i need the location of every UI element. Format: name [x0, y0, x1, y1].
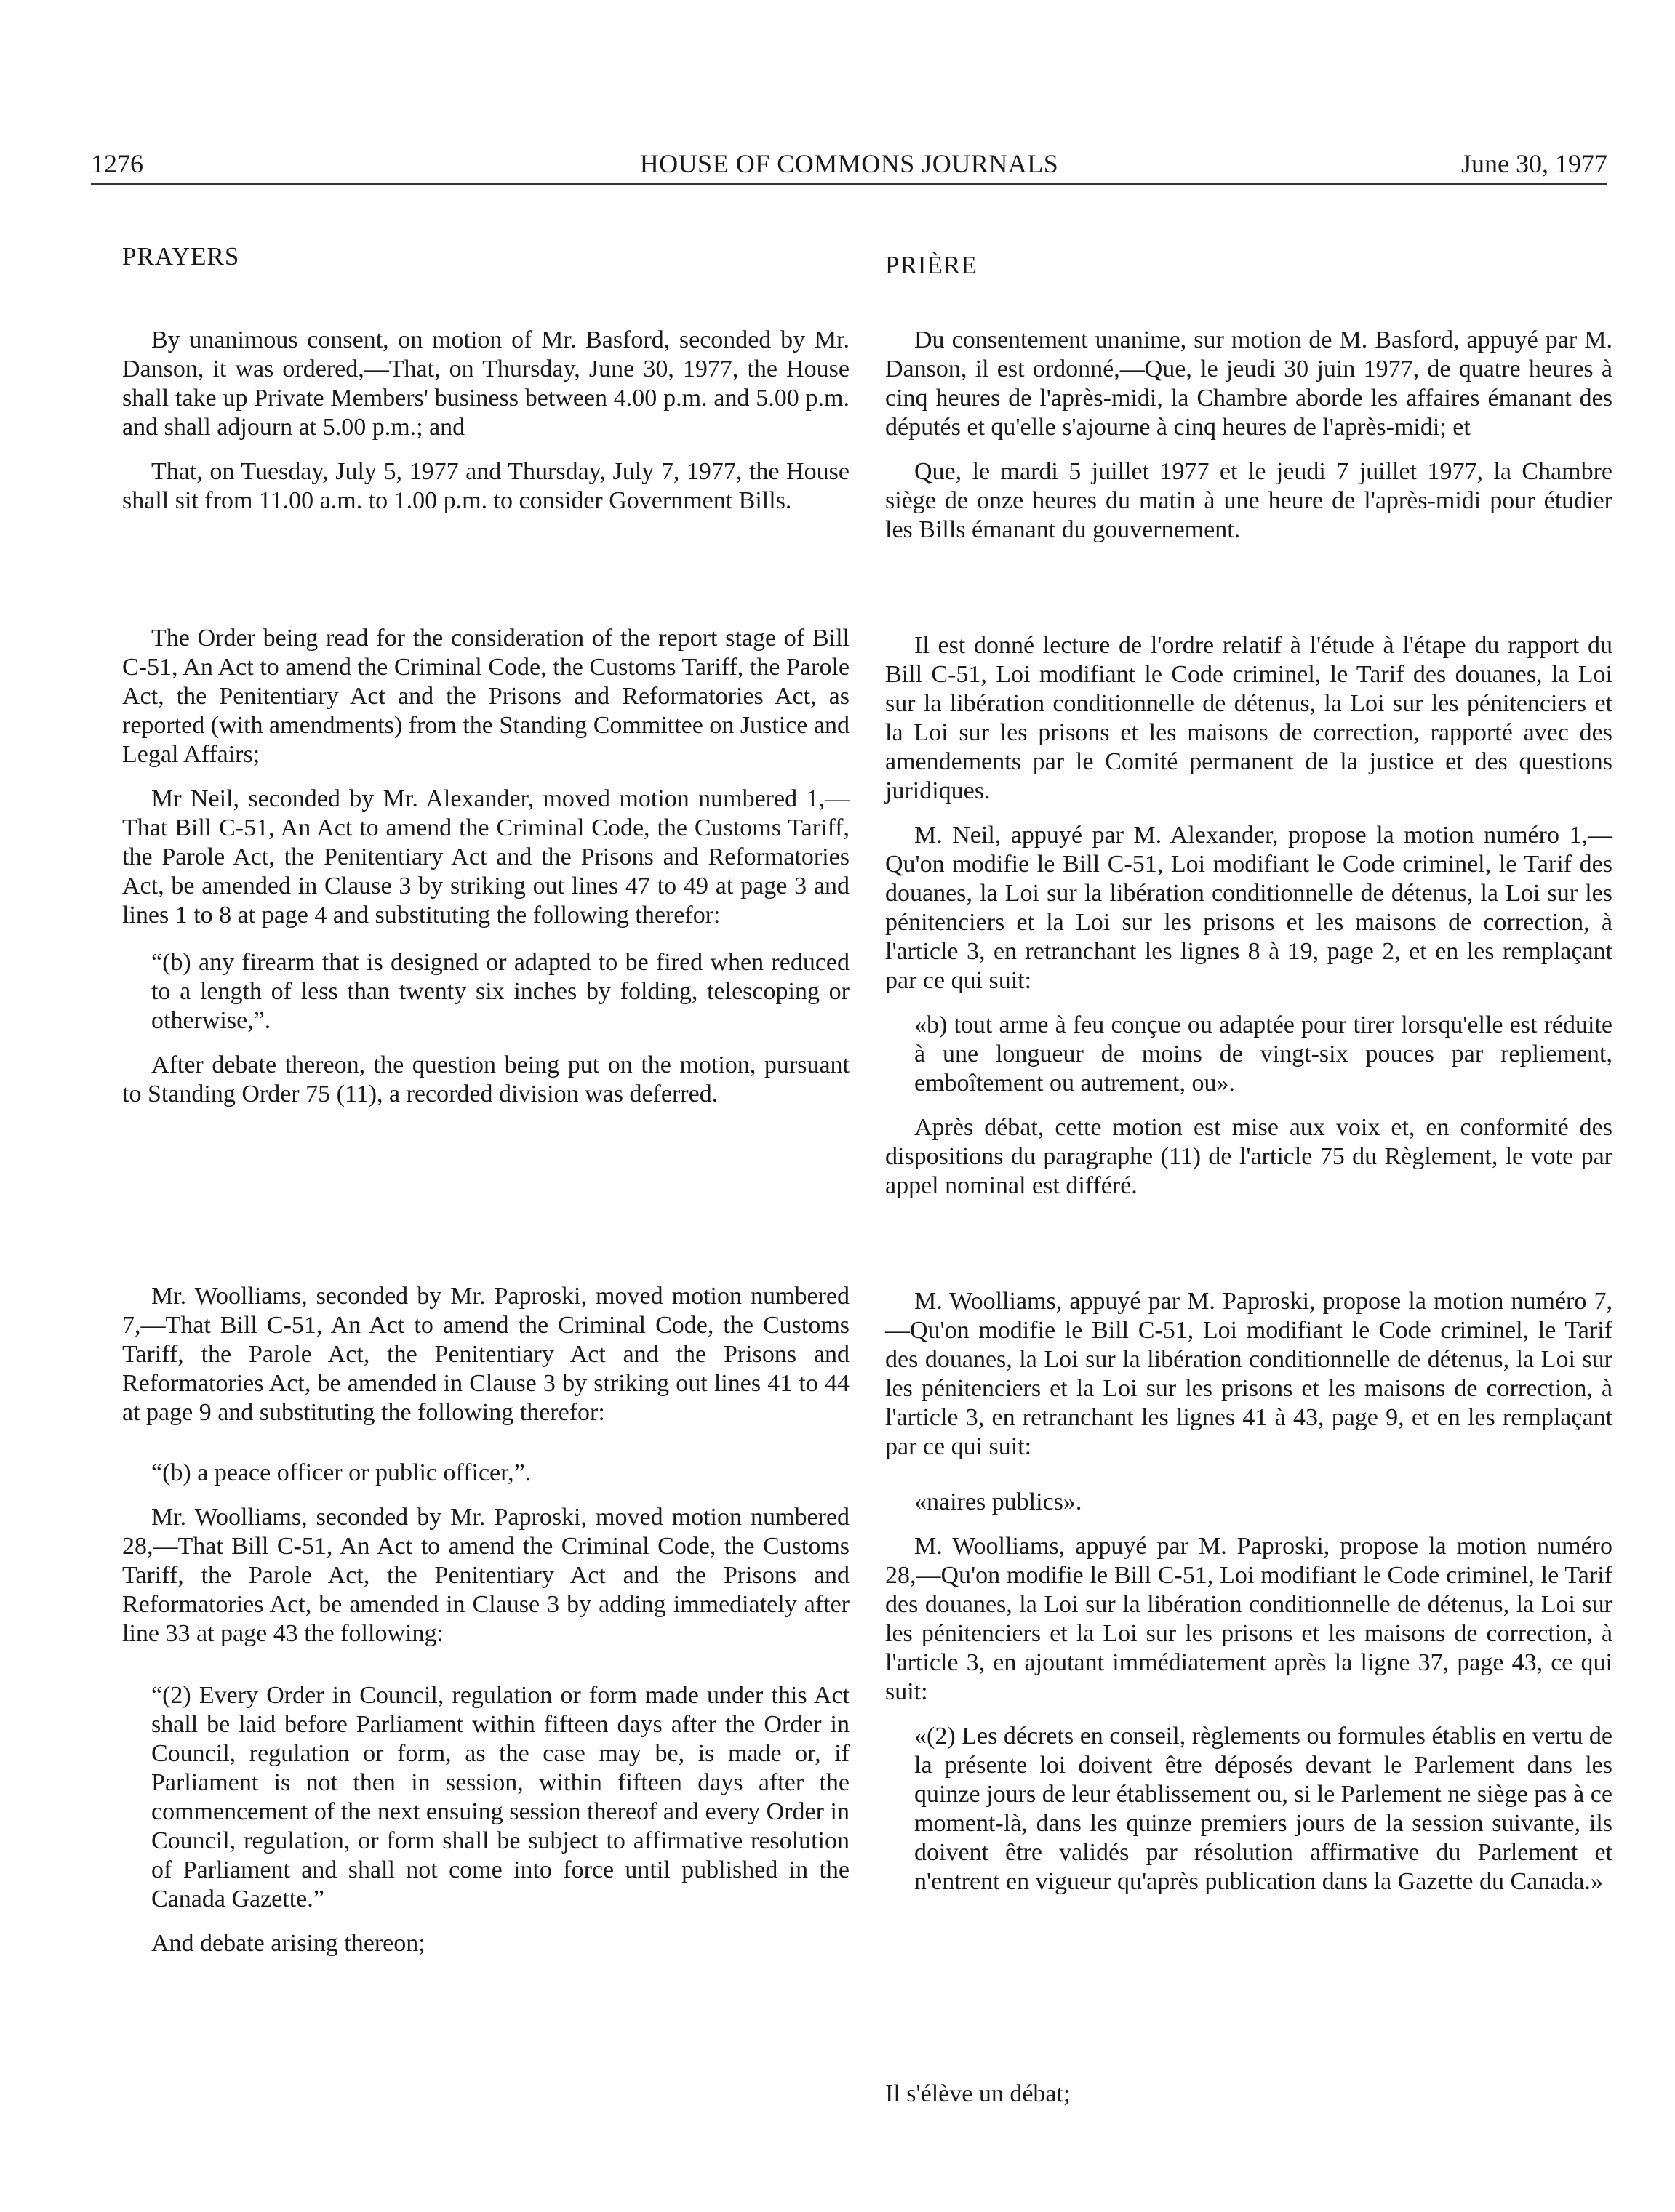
paragraph: By unanimous consent, on motion of Mr. Basford, seconded by Mr. Danson, it was ordered,—That, on Thursday, June 30, 1977, the House shall take up Private Members' business between 4.00 p.m. and 5.00 p.m. and shall adjourn at 5.00 p.m.; and: [122, 326, 850, 441]
section-heading: PRIÈRE: [885, 251, 978, 279]
paragraph: Mr. Woolliams, seconded by Mr. Paproski, moved motion numbered 28,—That Bill C-51, An Act to amend the Criminal Code, the Customs Tariff, the Parole Act, the Penitentiary Act and the Prisons and Reformatories Act, be amended in Clause 3 by adding immediately after line 33 at page 43 the following:: [122, 1504, 850, 1647]
paragraph: M. Neil, appuyé par M. Alexander, propose la motion numéro 1,—Qu'on modifie le Bill C-51, Loi modifiant le Code criminel, le Tarif des douanes, la Loi sur la libération conditionnelle de détenus, la Loi sur les pénitenciers et la Loi sur les prisons et les maisons de correction, à l'article 3, en retranchant les lignes 8 à 19, page 2, et en les remplaçant par ce qui suit:: [885, 822, 1612, 994]
prayers-motion-section: [885, 326, 1612, 545]
heading-block: [885, 249, 1612, 282]
paragraph: And debate arising thereon;: [151, 1930, 425, 1957]
journal-title: HOUSE OF COMMONS JOURNALS: [639, 149, 1059, 178]
quoted-amendment: «naires publics».: [914, 1488, 1082, 1515]
paragraph: Du consentement unanime, sur motion de M. Basford, appuyé par M. Danson, il est ordonné,—Que, le jeudi 30 juin 1977, de quatre heures à cinq heures de l'après-midi, la Chambre aborde les affaires émanant des députés et qu'elle s'ajourne à cinq heures de l'après-midi; et: [885, 326, 1612, 441]
paragraph: That, on Tuesday, July 5, 1977 and Thursday, July 7, 1977, the House shall sit from 11.00 a.m. to 1.00 p.m. to consider Government Bills.: [122, 458, 850, 514]
motion-7-28-section: [122, 1282, 850, 1958]
paragraph: After debate thereon, the question being put on the motion, pursuant to Standing Order 75 (11), a recorded division was deferred.: [122, 1051, 850, 1107]
paragraph: Il est donné lecture de l'ordre relatif à l'étude à l'étape du rapport du Bill C-51, Loi modifiant le Code criminel, le Tarif des douanes, la Loi sur la libération conditionnelle de détenus, la Loi sur les pénitenciers et la Loi sur les prisons et les maisons de correction, rapporté avec des amendements par le Comité permanent de la justice et des questions juridiques.: [885, 632, 1612, 804]
paragraph: M. Woolliams, appuyé par M. Paproski, propose la motion numéro 7,—Qu'on modifie le Bill C-51, Loi modifiant le Code criminel, le Tarif des douanes, la Loi sur la libération conditionnelle de détenus, la Loi sur les pénitenciers et la Loi sur les prisons et les maisons de correction, à l'article 3, en retranchant les lignes 41 à 43, page 9, et en les remplaçant par ce qui suit:: [885, 1288, 1612, 1460]
paragraph: M. Woolliams, appuyé par M. Paproski, propose la motion numéro 28,—Qu'on modifie le Bill C-51, Loi modifiant le Code criminel, le Tarif des douanes, la Loi sur la libération conditionnelle de détenus, la Loi sur les pénitenciers et la Loi sur les prisons et les maisons de correction, à l'article 3, en ajoutant immédiatement après la ligne 37, page 43, ce qui suit:: [885, 1533, 1612, 1705]
motion-1-section: [122, 624, 850, 1109]
paragraph: Que, le mardi 5 juillet 1977 et le jeudi 7 juillet 1977, la Chambre siège de onze heures du matin à une heure de l'après-midi pour étudier les Bills émanant du gouvernement.: [885, 458, 1612, 543]
page-number: 1276: [91, 149, 143, 178]
quoted-amendment: «(2) Les décrets en conseil, règlements ou formules établis en vertu de la présente loi doivent être déposés devant le Parlement dans les quinze jours de leur établissement ou, si le Parlement ne siège pas à ce moment-là, dans les quinze premiers jours de la session suivante, ils doivent être validés par résolution affirmative du Parlement et n'entrent en vigueur qu'après publication dans la Gazette du Canada.»: [914, 1723, 1612, 1895]
running-header: [91, 145, 1607, 182]
header-rule: [91, 183, 1607, 185]
motion-7-28-section: [885, 1287, 1612, 1896]
header-date: June 30, 1977: [1461, 149, 1607, 178]
paragraph: The Order being read for the consideration of the report stage of Bill C-51, An Act to amend the Criminal Code, the Customs Tariff, the Parole Act, the Penitentiary Act and the Prisons and Reformatories Act, as reported (with amendments) from the Standing Committee on Justice and Legal Affairs;: [122, 625, 850, 768]
prayers-motion-section: [122, 326, 850, 516]
paragraph: Mr Neil, seconded by Mr. Alexander, moved motion numbered 1,—That Bill C-51, An Act to amend the Criminal Code, the Customs Tariff, the Parole Act, the Penitentiary Act and the Prisons and Reformatories Act, be amended in Clause 3 by striking out lines 47 to 49 at page 3 and lines 1 to 8 at page 4 and substituting the following therefor:: [122, 785, 850, 929]
section-heading: PRAYERS: [122, 242, 240, 271]
closing-line: Il s'élève un débat;: [885, 2080, 1071, 2107]
quoted-amendment: “(b) any firearm that is designed or adapted to be fired when reduced to a length of less than twenty six inches by folding, telescoping or otherwise,”.: [151, 949, 850, 1034]
motion-1-section: [885, 631, 1612, 1201]
quoted-amendment: «b) tout arme à feu conçue ou adaptée pour tirer lorsqu'elle est réduite à une longueur de moins de vingt-six pouces par repliement, emboîtement ou autrement, ou».: [914, 1011, 1612, 1097]
paragraph: Mr. Woolliams, seconded by Mr. Paproski, moved motion numbered 7,—That Bill C-51, An Act to amend the Criminal Code, the Customs Tariff, the Parole Act, the Penitentiary Act and the Prisons and Reformatories Act, be amended in Clause 3 by striking out lines 41 to 44 at page 9 and substituting the following therefor:: [122, 1283, 850, 1426]
heading-block: [122, 240, 850, 273]
closing-line-block: [885, 2080, 1612, 2109]
paragraph: Après débat, cette motion est mise aux voix et, en conformité des dispositions du paragraphe (11) de l'article 75 du Règlement, le vote par appel nominal est différé.: [885, 1114, 1612, 1199]
quoted-amendment: “(2) Every Order in Council, regulation or form made under this Act shall be laid before Parliament within fifteen days after the Order in Council, regulation or form, as the case may be, is made or, if Parliament is not then in session, within fifteen days after the commencement of the next ensuing session thereof and every Order in Council, regulation, or form shall be subject to affirmative resolution of Parliament and shall not come into force until published in the Canada Gazette.”: [151, 1682, 850, 1912]
quoted-amendment: “(b) a peace officer or public officer,”.: [151, 1459, 532, 1486]
